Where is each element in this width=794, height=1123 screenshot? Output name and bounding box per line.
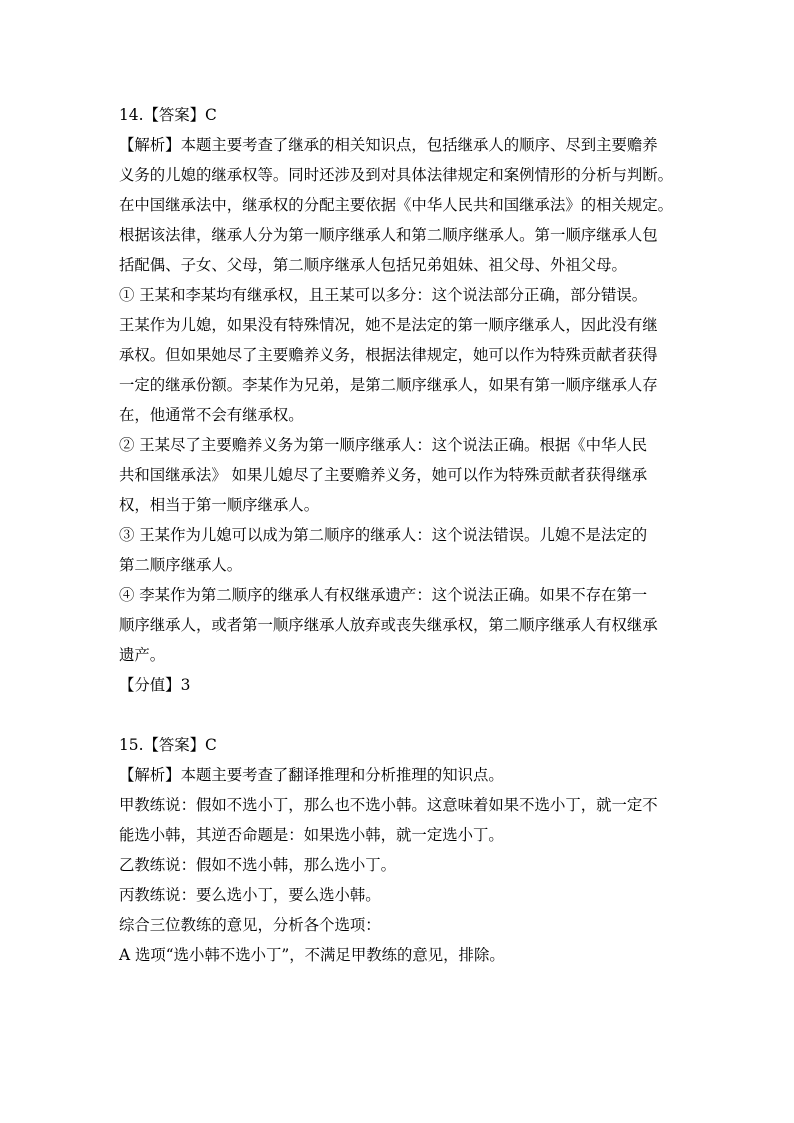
q14-line: 【解析】本题主要考查了继承的相关知识点，包括继承人的顺序、尽到主要赡养 [119, 136, 658, 154]
q15-line: 【解析】本题主要考查了翻译推理和分析推理的知识点。 [119, 766, 504, 784]
q14-line: 权，相当于第一顺序继承人。 [119, 496, 320, 514]
q15-line: 丙教练说：要么选小丁，要么选小韩。 [119, 886, 381, 904]
q14-line: 王某作为儿媳，如果没有特殊情况，她不是法定的第一顺序继承人，因此没有继 [119, 316, 658, 334]
q15-line: 能选小韩，其逆否命题是：如果选小韩，就一定选小丁。 [119, 826, 504, 844]
q15-line: 乙教练说：假如不选小韩，那么选小丁。 [119, 856, 397, 874]
q15-answer: 15.【答案】C [119, 736, 217, 754]
q14-line: 共和国继承法》 如果儿媳尽了主要赡养义务，她可以作为特殊贡献者获得继承 [119, 466, 648, 484]
q15-line: 综合三位教练的意见，分析各个选项： [119, 916, 381, 934]
q14-score: 【分值】3 [119, 676, 191, 694]
q14-line: 一定的继承份额。李某作为兄弟，是第二顺序继承人，如果有第一顺序继承人存 [119, 376, 658, 394]
q15-line: 甲教练说：假如不选小丁，那么也不选小韩。这意味着如果不选小丁，就一定不 [119, 796, 658, 814]
q14-line: ③ 王某作为儿媳可以成为第二顺序的继承人：这个说法错误。儿媳不是法定的 [119, 526, 648, 544]
q14-answer: 14.【答案】C [119, 106, 217, 124]
section-gap [119, 700, 689, 730]
q14-line: 承权。但如果她尽了主要赡养义务，根据法律规定，她可以作为特殊贡献者获得 [119, 346, 658, 364]
q14-line: ② 王某尽了主要赡养义务为第一顺序继承人：这个说法正确。根据《中华人民 [119, 436, 648, 454]
q14-analysis [119, 130, 689, 670]
document-page [119, 100, 689, 970]
q14-line: ① 王某和李某均有继承权，且王某可以多分：这个说法部分正确，部分错误。 [119, 286, 648, 304]
q14-line: 第二顺序继承人。 [119, 556, 243, 574]
q15-line: A 选项“选小韩不选小丁”，不满足甲教练的意见，排除。 [119, 946, 505, 964]
q14-line: 义务的儿媳的继承权等。同时还涉及到对具体法律规定和案例情形的分析与判断。 [119, 166, 674, 184]
q15-analysis [119, 760, 689, 970]
q14-line: 在中国继承法中，继承权的分配主要依据《中华人民共和国继承法》的相关规定。 [119, 196, 674, 214]
q14-line: 在，他通常不会有继承权。 [119, 406, 304, 424]
q14-line: 根据该法律，继承人分为第一顺序继承人和第二顺序继承人。第一顺序继承人包 [119, 226, 658, 244]
q14-line: 括配偶、子女、父母，第二顺序继承人包括兄弟姐妹、祖父母、外祖父母。 [119, 256, 627, 274]
q14-line: 遗产。 [119, 646, 166, 664]
q14-line: ④ 李某作为第二顺序的继承人有权继承遗产：这个说法正确。如果不存在第一 [119, 586, 648, 604]
q14-line: 顺序继承人，或者第一顺序继承人放弃或丧失继承权，第二顺序继承人有权继承 [119, 616, 658, 634]
